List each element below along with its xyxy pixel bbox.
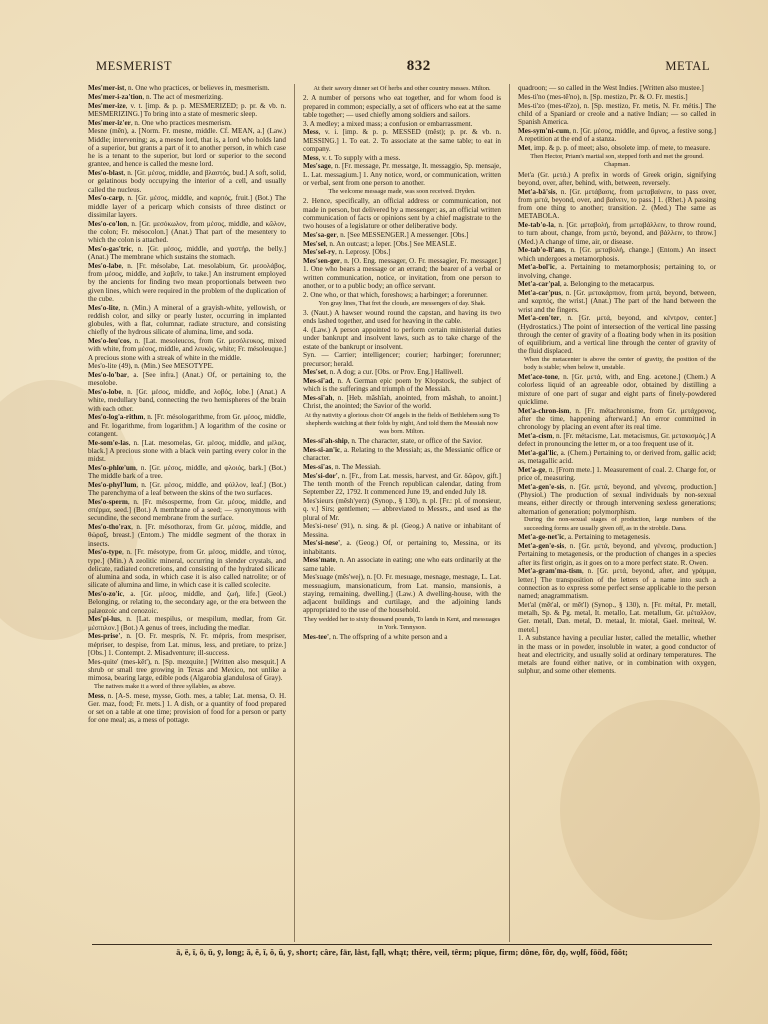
dictionary-entry: Met, imp. & p. p. of meet; also, obsolete imp. of mete, to measure.	[518, 143, 711, 152]
entry-text: 2. A number of persons who eat together, and for whom food is prepared in common; especially, a set of officers who eat at the same table together; — used chiefly among soldiers and sailors.	[303, 94, 501, 119]
dictionary-entry: Met'a-cen'ter, n. [Gr. μετά, beyond, and κέντρον, center.] (Hydrostatics.) The point of intersection of the vertical line passing through the center of gravity of a floating body when in its position of equilibrium, and a vertical line through the center of gravity of the fluid displaced.	[518, 314, 716, 356]
column-middle	[303, 84, 501, 942]
dictionary-entry: Mes'o-log'a-rithm, n. [Fr. mésologarithme, from Gr. μέσος, middle, and Fr. logarithme, from logarithm.] A logarithm of the cosine or cotangent.	[88, 413, 286, 438]
quotation: They wedded her to sixty thousand pounds, To lands in Kent, and messuages in York. Tennyson.	[303, 615, 501, 631]
dictionary-entry: Mes'mer-iz'er, n. One who practices mesmerism.	[88, 118, 232, 127]
dictionary-entry: Mess, n. [A-S. mese, mysse, Goth. mes, a table; Lat. mensa, O. H. Ger. maz, food; Fr. mets.] 1. A dish, or a quantity of food prepared or set on a table at one time; provision of food for a person or party for one meal; as, a mess of pottage.	[88, 691, 286, 725]
dictionary-entry: Mes'sel-ry, n. Leprosy. [Obs.]	[303, 248, 391, 257]
entry-text: Mes'sieurs (mĕsh'yerz) (Synop., § 130), n. pl. [Fr.: pl. of monsieur, q. v.] Sirs; gentlemen; — abbreviated to Messrs., and used as the plural of Mr.	[303, 497, 501, 522]
entry-text: 2. One who, or that which, foreshows; a harbinger; a forerunner.	[303, 290, 488, 299]
entry-text: Mes-ti'no (mes-tē'no), n. [Sp. mestizo, Pr. & O. Fr. mestis.]	[518, 92, 688, 101]
column-right	[518, 84, 716, 942]
dictionary-entry: Met'a-ge-net'ic, a. Pertaining to metagenesis.	[518, 533, 651, 542]
dictionary-entry: Met'a-bā'sis, n. [Gr. μετάβασις, from μεταβαίνειν, to pass over, from μετά, beyond, over, and βαίνειν, to pass.] 1. (Rhet.) A passing from one thing to another; transition. 2. (Med.) The same as METABOLA.	[518, 187, 716, 221]
dictionary-entry: Me-tab'o-la, n. [Gr. μεταβολή, from μεταβάλλειν, to throw round, to turn about, change, from μετά, beyond, and βάλλειν, to throw.] (Med.) A change of time, air, or disease.	[518, 221, 716, 246]
dictionary-entry: Mes'o-labe, n. [Fr. mésolabe, Lat. mesolabium, Gr. μεσολάβος, from μέσος, middle, and λαβεῖν, to take.] An instrument employed by the ancients for finding two mean proportionals between two given lines, which were required in the problem of the duplication of the cube.	[88, 261, 286, 303]
dictionary-entry: Mes-si-an'ic, a. Relating to the Messiah; as, the Messianic office or character.	[303, 446, 501, 463]
column-divider	[509, 84, 510, 942]
dictionary-entry: Mes'o-co'lon, n. [Gr. μεσόκωλον, from μέσος, middle, and κῶλον, the colon; Fr. mésocolon.] (Anat.) That part of the mesentery to which the colon is attached.	[88, 219, 286, 244]
dictionary-entry: Mes'o-gas'tric, n. [Gr. μέσος, middle, and γαστήρ, the belly.] (Anat.) The membrane which sustains the stomach.	[88, 244, 286, 261]
usage-note: During the non-sexual stages of production, large numbers of the succeeding forms are usually given off, as in the strobile. Dana.	[524, 516, 716, 532]
dictionary-entry: Mes-si'ah, n. [Heb. mâshîah, anointed, from mâshah, to anoint.] Christ, the anointed; the Savior of the world.	[303, 394, 501, 411]
dictionary-entry: Mes'o-carp, n. [Gr. μέσος, middle, and καρπός, fruit.] (Bot.) The middle layer of a pericarp which consists of three distinct or dissimilar layers.	[88, 194, 286, 219]
dictionary-entry: Mes'o-lobe, n. [Gr. μέσος, middle, and λοβός, lobe.] (Anat.) A white, medullary band, connecting the two hemispheres of the brain with each other.	[88, 388, 286, 413]
entry-text: 3. A medley; a mixed mass; a confusion or embarrassment.	[303, 119, 473, 128]
usage-note: When the metacenter is above the center of gravity, the position of the body is stable; when below it, unstable.	[524, 356, 716, 372]
entry-text: 3. (Naut.) A hawser wound round the capstan, and having its two ends lashed together, and used for heaving in the cable.	[303, 309, 501, 326]
dictionary-entry: Mes'o-sperm, n. [Fr. mésosperme, from Gr. μέσος, middle, and σπέρμα, seed.] (Bot.) A membrane of a seed; — synonymous with secundine, the second membrane from the surface.	[88, 497, 286, 523]
dictionary-entry: Met'a-gram'ma-tism, n. [Gr. μετά, beyond, after, and γράμμα, letter.] The transposition of the letters of a name into such a connection as to express some perfect sense applicable to the person named; anagrammatism.	[518, 567, 716, 600]
entry-text: Mes-ti'zo (mes-tē'zo), n. [Sp. mestizo, Fr. metis, N. Fr. métis.] The child of a Spaniard or creole and a native Indian; — so called in Spanish America.	[518, 101, 716, 126]
dictionary-entry: Mes'pi-lus, n. [Lat. mespilus, or mespilum, medlar, from Gr. μέσπιλον.] (Bot.) A genus of trees, including the medlar.	[88, 615, 286, 632]
entry-text: Mesne (mēn), a. [Norm. Fr. mesne, middle. Cf. MEAN, a.] (Law.) Middle; intervening; as, a mesne lord, that is, a lord who holds land of a superior, but grants a part of it to another person, in which case he is a tenant to the superior, but lord or superior to the second grantee, and hence is called the mesne lord.	[88, 127, 286, 169]
dictionary-entry: Mes'mer-ist, n. One who practices, or believes in, mesmerism.	[88, 84, 270, 92]
entry-text: Mes'si-nese' (91), n. sing. & pl. (Geog.) A native or inhabitant of Messina.	[303, 522, 501, 539]
dictionary-entry: Mes-si'ad, n. A German epic poem by Klopstock, the subject of which is the sufferings and triumph of the Messiah.	[303, 377, 501, 394]
quotation: At their savory dinner set Of herbs and other country messes. Milton.	[313, 85, 491, 92]
dictionary-entry: Mes-tee', n. The offspring of a white person and a	[303, 633, 448, 641]
dictionary-entry: Met'a-ge, n. [From mete.] 1. Measurement of coal. 2. Charge for, or price of, measuring.	[518, 465, 716, 482]
entry-text: quadroon; — so called in the West Indies. [Written also mustee.]	[518, 84, 704, 92]
dictionary-entry: Mess, v. i. [imp. & p. p. MESSED (mĕst); p. pr. & vb. n. MESSING.] 1. To eat. 2. To associate at the same table; to eat in company.	[303, 128, 501, 153]
quotation: At thy nativity a glorious choir Of angels in the fields of Bethlehem sung To shepherds watching at their folds by night, And told them the Messiah now was born. Milton.	[304, 411, 500, 435]
pronunciation-key: ā, ē, ī, ō, ū, ȳ, long; ă, ĕ, ĭ, ŏ, ŭ, ȳ, short; câre, fär, låst, fąll, whąt; thêre, veil, têrm; pïque, firm; dône, fôr, dọ, wọlf, fōōd, fŏŏt;	[92, 944, 712, 961]
dictionary-entry: Mes'sa-ger, n. [See MESSENGER.] A messenger. [Obs.]	[303, 230, 469, 239]
entry-text: 4. (Law.) A person appointed to perform certain ministerial duties under bankrupt and insolvent laws, such as to take charge of the estate of the bankrupt or insolvent.	[303, 326, 501, 351]
dictionary-entry: Mes'sage, n. [Fr. message, Pr. messatge, It. messaggio, Sp. mensaje, L. Lat. messagium.] 1. Any notice, word, or communication, written or verbal, sent from one person to another.	[303, 162, 501, 187]
usage-note: The natives make it a word of three syllables, as above.	[94, 682, 236, 690]
page-number: 832	[406, 58, 431, 74]
dictionary-entry: Me-som'e-las, n. [Lat. mesomelas, Gr. μέσος, middle, and μέλας, black.] A precious stone with a black vein parting every color in the midst.	[88, 438, 286, 463]
dictionary-entry: Met'a-gen'e-sis, n. [Gr. μετά, beyond, and γένεσις, production.] Pertaining to metagenesis, or the production of changes in a species after its first origin, as it goes on to a more perfect state. R. Owen.	[518, 542, 716, 567]
entry-text: Mes'suage (mĕs'wej), n. [O. Fr. mesuage, mesnage, mesnage, L. Lat. messuagium, mansionaticum, from Lat. mansio, mansionis, a staying, remaining, dwelling.] (Law.) A dwelling-house, with the adjacent buildings and curtilage, and the adjoining lands appropriated to the use of the household.	[303, 573, 501, 615]
dictionary-entry: Met'a-cism, n. [Fr. métacisme, Lat. metacismus, Gr. μετακισμός.] A defect in pronouncing the letter m, or a too frequent use of it.	[518, 431, 716, 448]
dictionary-entry: Mes'mer-i-za'tion, n. The act of mesmerizing.	[88, 92, 223, 101]
text-columns	[88, 84, 716, 942]
dictionary-entry: Mes'o-leu'cos, n. [Lat. mesoleucos, from Gr. μεσόλευκος, mixed with white, from μέσος, middle, and λευκός, white; Fr. mésoleuque.] A precious stone with a streak of white in the middle.	[88, 337, 286, 362]
column-divider	[294, 84, 295, 942]
dictionary-entry: Mes'si-dor', n. [Fr., from Lat. messis, harvest, and Gr. δῶρον, gift.] The tenth month of the French republican calendar, dating from September 22, 1792. It commenced June 19, and ended July 18.	[303, 471, 501, 497]
dictionary-entry: Mes'set, n. A dog; a cur. [Obs. or Prov. Eng.] Halliwell.	[303, 368, 464, 377]
dictionary-entry: Met'a-bol'ic, a. Pertaining to metamorphosis; pertaining to, or involving, change.	[518, 263, 716, 280]
dictionary-entry: Met'a-chron-ism, n. [Fr. métachronisme, from Gr. μετάχρονος, after the time, happening afterward.] An error committed in chronology by placing an event after its real time.	[518, 406, 716, 431]
quotation: Yon gray lines, That fret the clouds, are messengers of day. Shak.	[318, 299, 486, 307]
dictionary-entry: Mes'o-lo'bar, a. [See infra.] (Anat.) Of, or pertaining to, the mesolobe.	[88, 371, 286, 388]
dictionary-entry: Mes'si-nese', a. (Geog.) Of, or pertaining to, Messina, or its inhabitants.	[303, 539, 501, 556]
entry-text: 2. Hence, specifically, an official address or communication, not made in person, but delivered by a messenger; as, an official written communication of facts or opinions sent by a chief magistrate to the two houses of a legislature or other deliberative body.	[303, 197, 501, 230]
dictionary-entry: Mes-prise', n. [O. Fr. mesprís, N. Fr. mépris, from mespriser, mépriser, to despise, from Lat. minus, less, and pretiare, to prize.] [Obs.] 1. Contempt. 2. Misadventure; ill-success.	[88, 632, 286, 657]
dictionary-entry: Mes'o-phyl'lum, n. [Gr. μέσος, middle, and φύλλον, leaf.] (Bot.) The parenchyma of a leaf between the skins of the two surfaces.	[88, 480, 286, 497]
header-right-guideword: METAL	[665, 59, 710, 73]
dictionary-entry: Mes'sel, n. An outcast; a leper. [Obs.] See MEASLE.	[303, 239, 457, 248]
quotation: Then Hector, Priam's martial son, stepped forth and met the ground. Chapman.	[530, 153, 704, 169]
dictionary-entry: Mes'o-phlœ'um, n. [Gr. μέσος, middle, and φλοιός, bark.] (Bot.) The middle bark of a tree.	[88, 463, 286, 480]
quotation: The welcome message made, was soon received. Dryden.	[328, 188, 476, 195]
dictionary-entry: Mes'sen-ger, n. [O. Eng. messager, O. Fr. messagier, Fr. messager.] 1. One who bears a message or an errand; the bearer of a verbal or written communication, notice, or invitation, from one person to another, or to a public body; an office servant.	[303, 257, 501, 290]
entry-text: 1. A substance having a peculiar luster, called the metallic, whether in the mass or in powder, insoluble in water, a good conductor of heat and electricity, and usually solid at ordinary temperatures. The metals are found either native, or in combination with oxygen, sulphur, and some other elements.	[518, 634, 716, 676]
dictionary-entry: Me-tab'o-lī'ans, n. [Gr. μεταβολή, change.] (Entom.) An insect which undergoes a metamorphosis.	[518, 246, 716, 263]
dictionary-entry: Mes'o-lite, n. (Min.) A mineral of a grayish-white, yellowish, or reddish color, and silky or pearly luster, occurring in implanted globules, with a flat, columnar, radiate structure, and consisting chiefly of the hydrous silicate of alumina, lime, and soda.	[88, 303, 286, 337]
dictionary-entry: Mes-sym'ni-cum, n. [Gr. μέσος, middle, and ὕμνος, a festive song.] A repetition at the end of a stanza.	[518, 126, 716, 143]
dictionary-entry: Mes'o-tho'rax, n. [Fr. mésothorax, from Gr. μέσος, middle, and θώραξ, breast.] (Entom.) The middle segment of the thorax in insects.	[88, 523, 286, 548]
header-left-guideword: MESMERIST	[96, 59, 173, 73]
dictionary-entry: Met'a-gal'lic, a. (Chem.) Pertaining to, or derived from, gallic acid; as, metagallic acid.	[518, 448, 716, 465]
dictionary-entry: Met'a-car'pal, a. Belonging to the metacarpus.	[518, 280, 655, 289]
dictionary-entry: Mes-si'ah-ship, n. The character, state, or office of the Savior.	[303, 437, 483, 446]
entry-text: Syn. — Carrier; intelligencer; courier; harbinger; forerunner; precursor; herald.	[303, 351, 501, 368]
entry-text: Mes'o-lite (49), n. (Min.) See MESOTYPE.	[88, 362, 214, 371]
dictionary-entry: Mes-si'as, n. The Messiah.	[303, 463, 381, 471]
running-header	[96, 58, 710, 80]
entry-text: Met'a (Gr. μετά.) A prefix in words of Greek origin, signifying beyond, over, after, behind, with, between, reversely.	[518, 170, 716, 187]
dictionary-entry: Met'ace-tone, n. [Gr. μετά, with, and Eng. acetone.] (Chem.) A colorless liquid of an agreeable odor, obtained by distilling a mixture of one part of sugar and eight parts of finely-powdered quicklime.	[518, 373, 716, 406]
entry-text: Mes-quite' (mes-kēt'), n. [Sp. mezquite.] [Written also mesquit.] A shrub or small tree growing in Texas and Mexico, not unlike a mimosa, bearing large, edible pods (Algarobia glandulosa of Gray).	[88, 657, 286, 682]
dictionary-entry: Mes'o-type, n. [Fr. mésotype, from Gr. μέσος, middle, and τύπος, type.] (Min.) A zeolitic mineral, occurring in slender crystals, and delicate, radiated concretions, and consisting of the hydrated silicate of alumina and soda, in which case it is also called natrolite; or of silicate of alumina and lime, in which case it is called scolecite.	[88, 548, 286, 590]
dictionary-entry: Mess, v. t. To supply with a mess.	[303, 153, 401, 162]
dictionary-entry: Mes'o-zo'ic, a. [Gr. μέσος, middle, and ζωή, life.] (Geol.) Belonging, or relating to, the secondary age, or the era between the palæozoic and cenozoic.	[88, 590, 286, 615]
dictionary-entry: Met'a-gen'e-sis, n. [Gr. μετά, beyond, and γένεσις, production.] (Physiol.) The production of sexual individuals by non-sexual means, either directly or through intervening sexless generations; alternation of generation; polymorphism.	[518, 482, 716, 516]
dictionary-entry: Mess'mate, n. An associate in eating; one who eats ordinarily at the same table.	[303, 556, 501, 573]
column-left	[88, 84, 286, 942]
dictionary-entry: Mes'o-blast, n. [Gr. μέσος, middle, and βλαστός, bud.] A soft, solid, or gelatinous body occupying the interior of a cell, and usually called the nucleus.	[88, 169, 286, 194]
dictionary-entry: Met'a-car'pus, n. [Gr. μετακάρπιον, from μετά, beyond, between, and καρπός, the wrist.] (Anat.) The part of the hand between the wrist and the fingers.	[518, 289, 716, 314]
dictionary-entry: Mes'mer-ize, v. t. [imp. & p. p. MESMERIZED; p. pr. & vb. n. MESMERIZING.] To bring into a state of mesmeric sleep.	[88, 101, 286, 118]
entry-text: Met'al (mĕt'al, or mĕt'l) (Synop., § 130), n. [Fr. métal, Pr. metall, metalh, Sp. & Pg. metal, It. metallo, Lat. metallum, Gr. μέταλλον, Ger. metall, Dan. metal, D. metaal, Ir. miotal, Gael. meiteal, W. metel.]	[518, 600, 716, 634]
